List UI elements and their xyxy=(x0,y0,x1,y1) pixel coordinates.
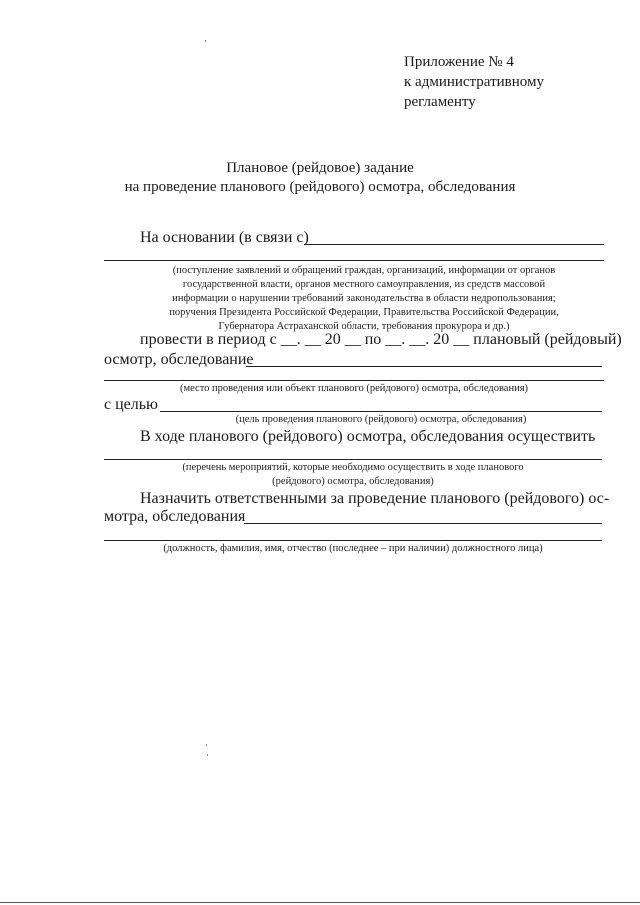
actions-note-2: (рейдового) осмотра, обследования) xyxy=(272,476,434,487)
period-object-label: осмотр, обследование xyxy=(104,351,254,368)
basis-note-3: информации о нарушении требований законодательства в области недропользования; xyxy=(172,293,556,304)
basis-label: На основании (в связи с) xyxy=(140,229,309,246)
actions-fill-line xyxy=(104,459,602,460)
basis-fill-line xyxy=(304,244,604,245)
purpose-fill-line xyxy=(160,411,602,412)
object-fill-line xyxy=(246,366,602,367)
document-title: Плановое (рейдовое) задание xyxy=(226,160,414,176)
scan-speck xyxy=(206,744,207,746)
basis-fill-line-2 xyxy=(104,260,604,261)
object-fill-line-2 xyxy=(104,380,604,381)
actions-label: В ходе планового (рейдового) осмотра, обследования осуществить xyxy=(140,428,596,445)
responsible-note: (должность, фамилия, имя, отчество (последнее – при наличии) должностного лица) xyxy=(163,543,543,554)
responsible-fill-line xyxy=(244,523,602,524)
basis-note-1: (поступление заявлений и обращений граждан, организаций, информации от органов xyxy=(172,265,556,276)
appendix-header xyxy=(404,52,544,112)
basis-note-2: государственной власти, органов местного самоуправления, из средств массовой xyxy=(182,279,546,290)
page-bottom-edge xyxy=(0,902,640,903)
appendix-reference-cont: регламенту xyxy=(404,94,476,110)
actions-note-1: (перечень мероприятий, которые необходимо осуществить в ходе планового xyxy=(182,462,524,473)
responsible-fill-line-2 xyxy=(104,540,602,541)
purpose-note: (цель проведения планового (рейдового) осмотра, обследования) xyxy=(235,414,527,425)
responsible-label: мотра, обследования xyxy=(104,508,246,525)
responsible-text: Назначить ответственными за проведение планового (рейдового) ос- xyxy=(140,490,610,507)
scan-speck xyxy=(207,754,208,756)
appendix-reference: к административному xyxy=(404,74,544,90)
period-text: провести в период с __. __ 20 __ по __. __. 20 __ плановый (рейдовый) xyxy=(140,331,622,348)
object-note: (место проведения или объект планового (рейдового) осмотра, обследования) xyxy=(179,383,529,394)
basis-note-5: Губернатора Астраханской области, требования прокурора и др.) xyxy=(218,321,510,332)
basis-note-4: поручения Президента Российской Федерации, Правительства Российской Федерации, xyxy=(169,307,559,318)
document-subtitle: на проведение планового (рейдового) осмотра, обследования xyxy=(124,179,516,195)
purpose-label: с целью xyxy=(104,396,158,413)
appendix-number: Приложение № 4 xyxy=(404,54,514,70)
scan-speck xyxy=(205,40,206,42)
